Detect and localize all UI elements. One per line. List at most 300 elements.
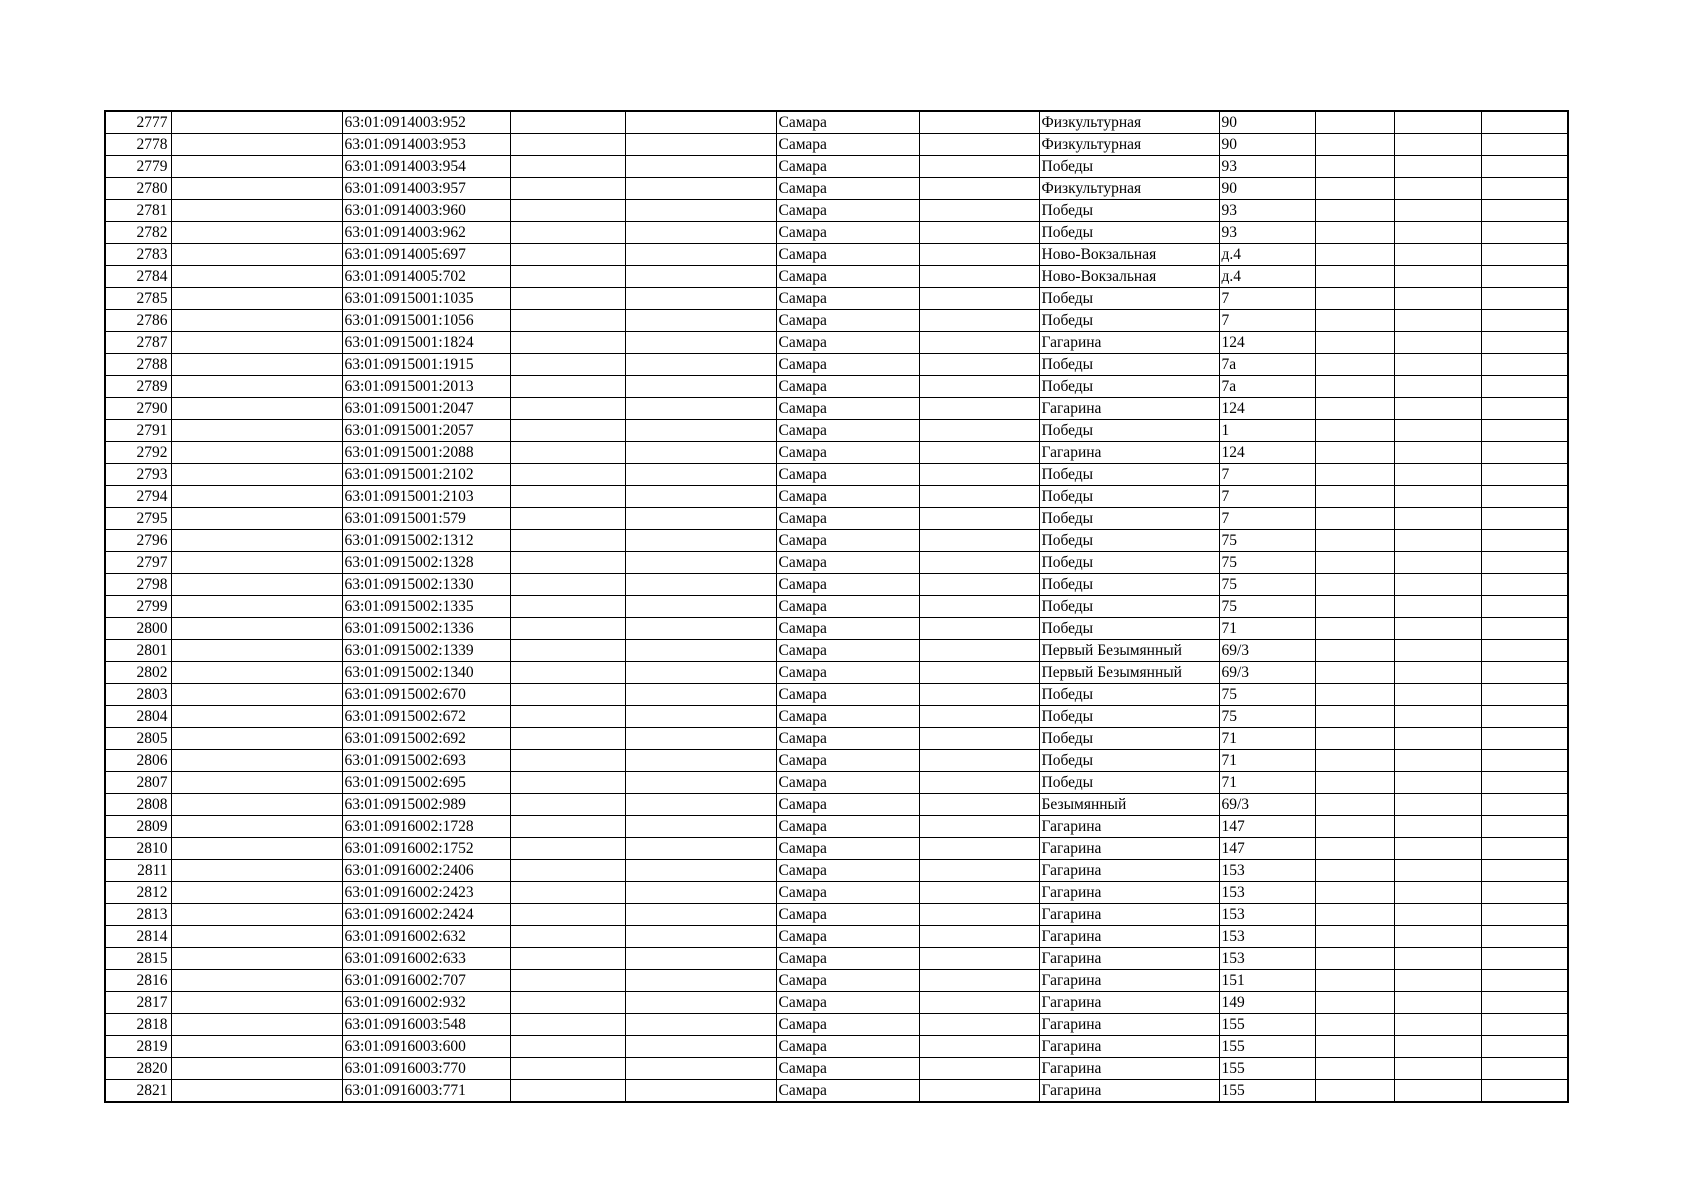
- empty-cell: [1394, 926, 1481, 948]
- empty-cell: [1394, 860, 1481, 882]
- house-cell: 149: [1219, 992, 1315, 1014]
- empty-cell: [171, 134, 342, 156]
- row-number-cell: 2808: [105, 794, 171, 816]
- street-cell: Победы: [1039, 464, 1219, 486]
- empty-cell: [919, 398, 1039, 420]
- house-cell: 90: [1219, 111, 1315, 134]
- row-number-cell: 2799: [105, 596, 171, 618]
- cadastral-number-cell: 63:01:0914005:702: [342, 266, 510, 288]
- city-cell: Самара: [776, 684, 919, 706]
- city-cell: Самара: [776, 552, 919, 574]
- empty-cell: [1481, 948, 1568, 970]
- empty-cell: [1481, 244, 1568, 266]
- house-cell: 7а: [1219, 376, 1315, 398]
- empty-cell: [1315, 992, 1394, 1014]
- street-cell: Гагарина: [1039, 442, 1219, 464]
- table-row: [105, 134, 1568, 156]
- cadastral-number-cell: 63:01:0915001:579: [342, 508, 510, 530]
- empty-cell: [510, 706, 625, 728]
- cadastral-number-cell: 63:01:0916002:707: [342, 970, 510, 992]
- street-cell: Гагарина: [1039, 332, 1219, 354]
- empty-cell: [510, 332, 625, 354]
- table-row: [105, 662, 1568, 684]
- empty-cell: [171, 398, 342, 420]
- table-row: [105, 1036, 1568, 1058]
- table-row: [105, 376, 1568, 398]
- house-cell: 93: [1219, 222, 1315, 244]
- table-row: [105, 596, 1568, 618]
- empty-cell: [1481, 706, 1568, 728]
- empty-cell: [919, 618, 1039, 640]
- table-row: [105, 354, 1568, 376]
- empty-cell: [625, 618, 776, 640]
- empty-cell: [625, 706, 776, 728]
- empty-cell: [510, 838, 625, 860]
- city-cell: Самара: [776, 486, 919, 508]
- empty-cell: [625, 728, 776, 750]
- house-cell: 155: [1219, 1036, 1315, 1058]
- cadastral-number-cell: 63:01:0916003:548: [342, 1014, 510, 1036]
- empty-cell: [510, 1036, 625, 1058]
- empty-cell: [1315, 266, 1394, 288]
- empty-cell: [625, 992, 776, 1014]
- street-cell: Гагарина: [1039, 1058, 1219, 1080]
- empty-cell: [1481, 178, 1568, 200]
- street-cell: Победы: [1039, 156, 1219, 178]
- empty-cell: [171, 1058, 342, 1080]
- table-row: [105, 244, 1568, 266]
- city-cell: Самара: [776, 618, 919, 640]
- empty-cell: [1481, 552, 1568, 574]
- empty-cell: [1394, 992, 1481, 1014]
- table-row: [105, 684, 1568, 706]
- empty-cell: [1481, 992, 1568, 1014]
- empty-cell: [919, 222, 1039, 244]
- row-number-cell: 2792: [105, 442, 171, 464]
- cadastral-number-cell: 63:01:0916002:1752: [342, 838, 510, 860]
- house-cell: 69/3: [1219, 640, 1315, 662]
- cadastral-number-cell: 63:01:0914003:954: [342, 156, 510, 178]
- city-cell: Самара: [776, 1080, 919, 1103]
- house-cell: 124: [1219, 442, 1315, 464]
- empty-cell: [510, 200, 625, 222]
- city-cell: Самара: [776, 926, 919, 948]
- empty-cell: [1394, 244, 1481, 266]
- empty-cell: [919, 310, 1039, 332]
- street-cell: Победы: [1039, 354, 1219, 376]
- house-cell: 7: [1219, 288, 1315, 310]
- empty-cell: [625, 552, 776, 574]
- empty-cell: [171, 464, 342, 486]
- empty-cell: [510, 376, 625, 398]
- row-number-cell: 2786: [105, 310, 171, 332]
- empty-cell: [171, 178, 342, 200]
- empty-cell: [510, 244, 625, 266]
- table-row: [105, 816, 1568, 838]
- city-cell: Самара: [776, 1058, 919, 1080]
- empty-cell: [1394, 838, 1481, 860]
- empty-cell: [510, 486, 625, 508]
- empty-cell: [1315, 970, 1394, 992]
- empty-cell: [919, 508, 1039, 530]
- empty-cell: [1394, 156, 1481, 178]
- empty-cell: [171, 816, 342, 838]
- row-number-cell: 2813: [105, 904, 171, 926]
- empty-cell: [919, 266, 1039, 288]
- cadastral-number-cell: 63:01:0914003:962: [342, 222, 510, 244]
- empty-cell: [1315, 640, 1394, 662]
- table-row: [105, 860, 1568, 882]
- table-row: [105, 552, 1568, 574]
- row-number-cell: 2816: [105, 970, 171, 992]
- row-number-cell: 2801: [105, 640, 171, 662]
- table-row: [105, 156, 1568, 178]
- empty-cell: [510, 1058, 625, 1080]
- row-number-cell: 2811: [105, 860, 171, 882]
- empty-cell: [1481, 816, 1568, 838]
- empty-cell: [625, 486, 776, 508]
- cadastral-number-cell: 63:01:0915002:1335: [342, 596, 510, 618]
- empty-cell: [510, 640, 625, 662]
- street-cell: Гагарина: [1039, 816, 1219, 838]
- city-cell: Самара: [776, 156, 919, 178]
- empty-cell: [1481, 156, 1568, 178]
- empty-cell: [510, 442, 625, 464]
- empty-cell: [171, 530, 342, 552]
- cadastral-number-cell: 63:01:0914003:957: [342, 178, 510, 200]
- empty-cell: [1394, 640, 1481, 662]
- row-number-cell: 2818: [105, 1014, 171, 1036]
- city-cell: Самара: [776, 332, 919, 354]
- empty-cell: [919, 552, 1039, 574]
- empty-cell: [1394, 970, 1481, 992]
- city-cell: Самара: [776, 772, 919, 794]
- street-cell: Победы: [1039, 574, 1219, 596]
- empty-cell: [1394, 816, 1481, 838]
- empty-cell: [919, 178, 1039, 200]
- empty-cell: [1394, 530, 1481, 552]
- empty-cell: [625, 926, 776, 948]
- empty-cell: [1481, 596, 1568, 618]
- empty-cell: [1481, 288, 1568, 310]
- empty-cell: [1394, 904, 1481, 926]
- table-row: [105, 618, 1568, 640]
- empty-cell: [510, 1080, 625, 1103]
- empty-cell: [171, 574, 342, 596]
- empty-cell: [1394, 684, 1481, 706]
- row-number-cell: 2810: [105, 838, 171, 860]
- row-number-cell: 2812: [105, 882, 171, 904]
- empty-cell: [510, 222, 625, 244]
- street-cell: Гагарина: [1039, 992, 1219, 1014]
- cadastral-number-cell: 63:01:0915001:1824: [342, 332, 510, 354]
- street-cell: Победы: [1039, 486, 1219, 508]
- city-cell: Самара: [776, 530, 919, 552]
- house-cell: 155: [1219, 1058, 1315, 1080]
- empty-cell: [625, 816, 776, 838]
- empty-cell: [1315, 574, 1394, 596]
- street-cell: Безымянный: [1039, 794, 1219, 816]
- table-row: [105, 222, 1568, 244]
- empty-cell: [510, 574, 625, 596]
- empty-cell: [1315, 1036, 1394, 1058]
- empty-cell: [1315, 111, 1394, 134]
- city-cell: Самара: [776, 464, 919, 486]
- empty-cell: [1481, 728, 1568, 750]
- row-number-cell: 2805: [105, 728, 171, 750]
- empty-cell: [1481, 860, 1568, 882]
- empty-cell: [625, 596, 776, 618]
- empty-cell: [1394, 882, 1481, 904]
- row-number-cell: 2819: [105, 1036, 171, 1058]
- empty-cell: [919, 200, 1039, 222]
- empty-cell: [171, 926, 342, 948]
- empty-cell: [171, 1036, 342, 1058]
- empty-cell: [1315, 420, 1394, 442]
- empty-cell: [625, 882, 776, 904]
- empty-cell: [1481, 200, 1568, 222]
- empty-cell: [510, 156, 625, 178]
- empty-cell: [919, 684, 1039, 706]
- empty-cell: [171, 266, 342, 288]
- cadastral-number-cell: 63:01:0914003:953: [342, 134, 510, 156]
- empty-cell: [510, 508, 625, 530]
- row-number-cell: 2781: [105, 200, 171, 222]
- empty-cell: [625, 354, 776, 376]
- house-cell: 1: [1219, 420, 1315, 442]
- empty-cell: [1394, 508, 1481, 530]
- cadastral-number-cell: 63:01:0915001:2088: [342, 442, 510, 464]
- empty-cell: [1315, 530, 1394, 552]
- street-cell: Победы: [1039, 376, 1219, 398]
- table-row: [105, 442, 1568, 464]
- empty-cell: [1315, 508, 1394, 530]
- street-cell: Победы: [1039, 530, 1219, 552]
- city-cell: Самара: [776, 970, 919, 992]
- empty-cell: [1394, 772, 1481, 794]
- row-number-cell: 2820: [105, 1058, 171, 1080]
- empty-cell: [919, 332, 1039, 354]
- empty-cell: [171, 618, 342, 640]
- cadastral-number-cell: 63:01:0916002:2406: [342, 860, 510, 882]
- empty-cell: [919, 596, 1039, 618]
- table-row: [105, 464, 1568, 486]
- house-cell: д.4: [1219, 266, 1315, 288]
- empty-cell: [510, 354, 625, 376]
- empty-cell: [919, 970, 1039, 992]
- empty-cell: [1481, 750, 1568, 772]
- empty-cell: [919, 1036, 1039, 1058]
- row-number-cell: 2800: [105, 618, 171, 640]
- row-number-cell: 2780: [105, 178, 171, 200]
- empty-cell: [919, 134, 1039, 156]
- table-row: [105, 882, 1568, 904]
- street-cell: Победы: [1039, 200, 1219, 222]
- empty-cell: [1481, 838, 1568, 860]
- house-cell: 90: [1219, 178, 1315, 200]
- empty-cell: [171, 420, 342, 442]
- house-cell: 155: [1219, 1014, 1315, 1036]
- empty-cell: [1315, 618, 1394, 640]
- table-row: [105, 904, 1568, 926]
- empty-cell: [625, 1014, 776, 1036]
- empty-cell: [510, 904, 625, 926]
- city-cell: Самара: [776, 860, 919, 882]
- empty-cell: [171, 310, 342, 332]
- table-row: [105, 926, 1568, 948]
- empty-cell: [919, 1080, 1039, 1103]
- house-cell: 69/3: [1219, 794, 1315, 816]
- table-row: [105, 948, 1568, 970]
- city-cell: Самара: [776, 222, 919, 244]
- row-number-cell: 2783: [105, 244, 171, 266]
- empty-cell: [1315, 926, 1394, 948]
- table-row: [105, 332, 1568, 354]
- empty-cell: [1394, 266, 1481, 288]
- empty-cell: [625, 420, 776, 442]
- empty-cell: [171, 992, 342, 1014]
- street-cell: Гагарина: [1039, 398, 1219, 420]
- empty-cell: [171, 948, 342, 970]
- empty-cell: [1481, 904, 1568, 926]
- empty-cell: [919, 882, 1039, 904]
- empty-cell: [1315, 728, 1394, 750]
- street-cell: Победы: [1039, 750, 1219, 772]
- empty-cell: [171, 1080, 342, 1103]
- house-cell: 153: [1219, 882, 1315, 904]
- city-cell: Самара: [776, 728, 919, 750]
- city-cell: Самара: [776, 244, 919, 266]
- empty-cell: [1481, 882, 1568, 904]
- empty-cell: [510, 662, 625, 684]
- empty-cell: [919, 111, 1039, 134]
- empty-cell: [625, 442, 776, 464]
- house-cell: 75: [1219, 596, 1315, 618]
- empty-cell: [1394, 178, 1481, 200]
- empty-cell: [919, 640, 1039, 662]
- empty-cell: [625, 904, 776, 926]
- street-cell: Гагарина: [1039, 882, 1219, 904]
- city-cell: Самара: [776, 111, 919, 134]
- empty-cell: [1315, 750, 1394, 772]
- street-cell: Победы: [1039, 508, 1219, 530]
- house-cell: 90: [1219, 134, 1315, 156]
- street-cell: Физкультурная: [1039, 178, 1219, 200]
- empty-cell: [1315, 948, 1394, 970]
- cadastral-number-cell: 63:01:0915001:2057: [342, 420, 510, 442]
- city-cell: Самара: [776, 398, 919, 420]
- cadastral-number-cell: 63:01:0914005:697: [342, 244, 510, 266]
- city-cell: Самара: [776, 838, 919, 860]
- empty-cell: [919, 794, 1039, 816]
- empty-cell: [919, 992, 1039, 1014]
- house-cell: 124: [1219, 332, 1315, 354]
- street-cell: Гагарина: [1039, 926, 1219, 948]
- city-cell: Самара: [776, 1036, 919, 1058]
- city-cell: Самара: [776, 354, 919, 376]
- row-number-cell: 2803: [105, 684, 171, 706]
- cadastral-number-cell: 63:01:0915002:670: [342, 684, 510, 706]
- empty-cell: [1394, 376, 1481, 398]
- house-cell: 71: [1219, 618, 1315, 640]
- empty-cell: [1394, 1036, 1481, 1058]
- house-cell: 153: [1219, 904, 1315, 926]
- cadastral-number-cell: 63:01:0916002:633: [342, 948, 510, 970]
- empty-cell: [510, 948, 625, 970]
- empty-cell: [625, 574, 776, 596]
- empty-cell: [510, 178, 625, 200]
- cadastral-number-cell: 63:01:0914003:960: [342, 200, 510, 222]
- row-number-cell: 2789: [105, 376, 171, 398]
- empty-cell: [1394, 310, 1481, 332]
- row-number-cell: 2778: [105, 134, 171, 156]
- cadastral-number-cell: 63:01:0916003:600: [342, 1036, 510, 1058]
- empty-cell: [1315, 596, 1394, 618]
- empty-cell: [171, 376, 342, 398]
- table-row: [105, 1080, 1568, 1103]
- empty-cell: [171, 728, 342, 750]
- empty-cell: [625, 772, 776, 794]
- house-cell: 71: [1219, 750, 1315, 772]
- table-row: [105, 574, 1568, 596]
- empty-cell: [625, 970, 776, 992]
- empty-cell: [171, 684, 342, 706]
- city-cell: Самара: [776, 178, 919, 200]
- empty-cell: [919, 288, 1039, 310]
- table-row: [105, 706, 1568, 728]
- empty-cell: [171, 156, 342, 178]
- row-number-cell: 2809: [105, 816, 171, 838]
- house-cell: 151: [1219, 970, 1315, 992]
- city-cell: Самара: [776, 442, 919, 464]
- empty-cell: [171, 332, 342, 354]
- house-cell: 71: [1219, 728, 1315, 750]
- empty-cell: [171, 596, 342, 618]
- empty-cell: [1481, 574, 1568, 596]
- empty-cell: [1394, 134, 1481, 156]
- row-number-cell: 2806: [105, 750, 171, 772]
- row-number-cell: 2807: [105, 772, 171, 794]
- empty-cell: [1315, 376, 1394, 398]
- empty-cell: [171, 838, 342, 860]
- empty-cell: [171, 552, 342, 574]
- empty-cell: [1481, 111, 1568, 134]
- street-cell: Гагарина: [1039, 904, 1219, 926]
- city-cell: Самара: [776, 134, 919, 156]
- cadastral-number-cell: 63:01:0915001:2103: [342, 486, 510, 508]
- house-cell: 93: [1219, 200, 1315, 222]
- empty-cell: [1481, 398, 1568, 420]
- empty-cell: [1481, 222, 1568, 244]
- street-cell: Физкультурная: [1039, 134, 1219, 156]
- empty-cell: [1394, 222, 1481, 244]
- cadastral-number-cell: 63:01:0915001:1056: [342, 310, 510, 332]
- empty-cell: [1481, 1058, 1568, 1080]
- empty-cell: [919, 860, 1039, 882]
- house-cell: 75: [1219, 574, 1315, 596]
- empty-cell: [1481, 640, 1568, 662]
- empty-cell: [510, 882, 625, 904]
- street-cell: Победы: [1039, 684, 1219, 706]
- empty-cell: [1315, 310, 1394, 332]
- row-number-cell: 2817: [105, 992, 171, 1014]
- empty-cell: [1394, 354, 1481, 376]
- street-cell: Победы: [1039, 288, 1219, 310]
- empty-cell: [1394, 552, 1481, 574]
- empty-cell: [1394, 111, 1481, 134]
- empty-cell: [171, 970, 342, 992]
- city-cell: Самара: [776, 904, 919, 926]
